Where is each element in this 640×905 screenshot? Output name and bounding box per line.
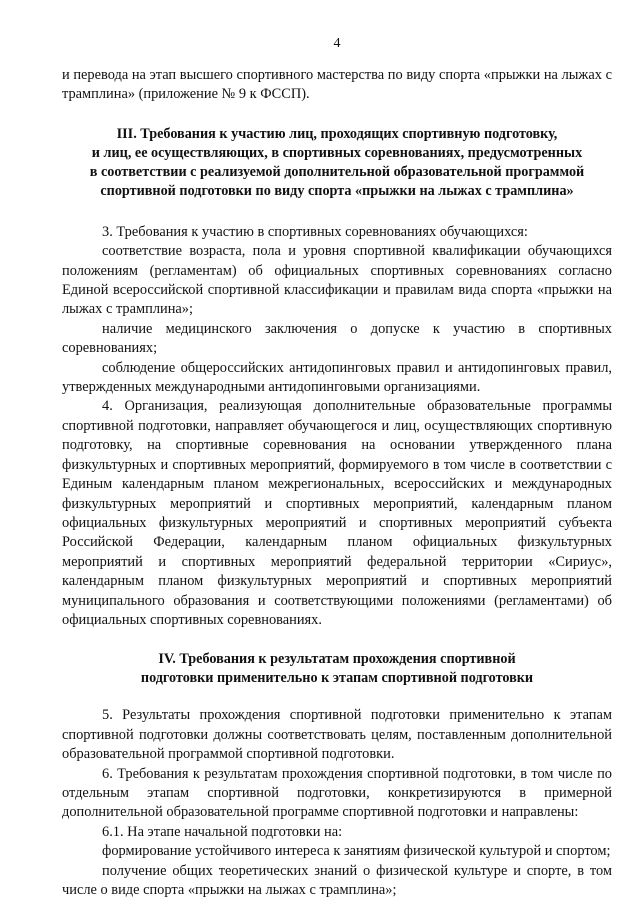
paragraph-4: 4. Организация, реализующая дополнительные образовательные программы спортивной подготовки, направляет обучающегося и лиц, осуществляющих спортивную подготовку, на спортивные соревнования на основании утвержденного плана физкультурных и спортивных мероприятий, формируемого в том числе в соответствии с Единым календарным планом межрегиональных, всероссийских и международных физкультурных мероприятий и спортивных мероприятий, календарным планом официальных физкультурных мероприятий и спортивных мероприятий субъекта Российской Федерации, календарным планом официальных физкультурных мероприятий и спортивных мероприятий федеральной территории «Сириус», календарным планом физкультурных мероприятий и спортивных мероприятий муниципального образования и соответствующими положениями (регламентами) об официальных спортивных соревнованиях. xyxy=(62,398,612,628)
paragraph-3-antidoping-requirement: соблюдение общероссийских антидопинговых правил и антидопинговых правил, утвержденных международными антидопинговыми организациями. xyxy=(62,359,612,396)
section-4-heading-line: подготовки применительно к этапам спортивной подготовки xyxy=(140,670,534,687)
paragraph-3: 3. Требования к участию в спортивных соревнованиях обучающихся: xyxy=(102,223,528,240)
section-3-heading-line: III. Требования к участию лиц, проходящих спортивную подготовку, xyxy=(116,125,558,142)
section-4-heading-line: IV. Требования к результатам прохождения спортивной xyxy=(158,651,516,668)
paragraph-6: 6. Требования к результатам прохождения спортивной подготовки, в том числе по отдельным этапам спортивной подготовки, конкретизируются в примерной дополнительной образовательной программе спортивной подготовки и направлены: xyxy=(62,765,612,821)
paragraph-6-1: 6.1. На этапе начальной подготовки на: xyxy=(102,823,343,840)
paragraph-3-age-requirement: соответствие возраста, пола и уровня спортивной квалификации обучающихся положениям (регламентам) об официальных спортивных соревнованиях согласно Единой всероссийской спортивной классификации и правилам вида спорта «прыжки на лыжах с трамплина»; xyxy=(62,243,612,318)
paragraph-6-1-knowledge: получение общих теоретических знаний о физической культуре и спорте, в том числе о виде спорта «прыжки на лыжах с трамплина»; xyxy=(62,862,612,898)
paragraph-6-1-interest: формирование устойчивого интереса к занятиям физической культурой и спортом; xyxy=(102,843,611,860)
paragraph-3-medical-requirement: наличие медицинского заключения о допуске к участию в спортивных соревнованиях; xyxy=(62,320,612,357)
section-3-heading-line: и лиц, ее осуществляющих, в спортивных соревнованиях, предусмотренных xyxy=(91,144,583,161)
intro-paragraph: и перевода на этап высшего спортивного мастерства по виду спорта «прыжки на лыжах с трамплина» (приложение № 9 к ФССП). xyxy=(62,67,612,103)
section-4-heading xyxy=(62,650,612,688)
section-3-heading-line: спортивной подготовки по виду спорта «прыжки на лыжах с трамплина» xyxy=(100,182,574,199)
paragraph-5: 5. Результаты прохождения спортивной подготовки применительно к этапам спортивной подготовки должны соответствовать целям, поставленным дополнительной образовательной программой спортивной подготовки. xyxy=(62,707,612,763)
page-number: 4 xyxy=(333,36,341,51)
section-3-heading-line: в соответствии с реализуемой дополнительной образовательной программой xyxy=(89,163,585,180)
section-3-heading xyxy=(62,125,612,201)
